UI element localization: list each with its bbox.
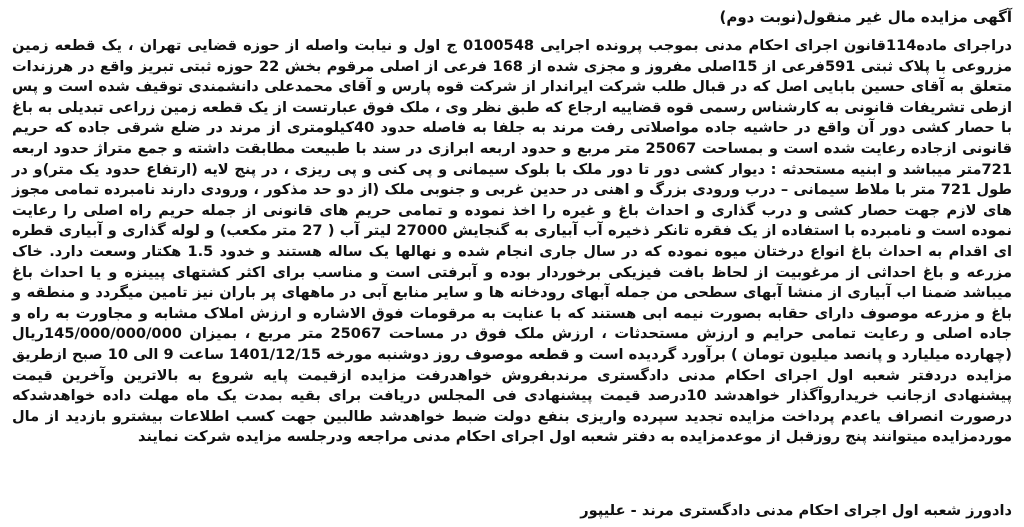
notice-signature: دادورز شعبه اول اجرای احکام مدنی دادگستری مرند - علیپور xyxy=(580,502,1012,519)
notice-title: آگهی مزایده مال غیر منقول(نوبت دوم) xyxy=(719,8,1012,26)
notice-body: دراجرای ماده114قانون اجرای احکام مدنی بموجب پرونده اجرایی 0100548 ج اول و نیابت واصله از حوزه قضایی تهران ، یک قطعه زمین مزروعی با پلاک ثبتی 591فرعی از 15اصلی مفروز و مجزی شده از 168 فرعی از اصلی مرقوم بخش 22 حوزه ثبتی تبریز واقع در هرزندات متعلق به آقای حسین بابایی اصل که در قبال طلب شرکت ایراندار از شرکت قوه پارس و آقای محمدعلی دانشمندی توقیف شده است و پس ازطی تشریفات قانونی به کارشناس رسمی قوه قضاییه ارجاع که طبق نظر وی ، ملک فوق عبارتست از یک قطعه زمین زراعی تبدیلی به باغ با حصار کشی دور آن واقع در حاشیه جاده مواصلاتی رفت مرند به جلفا به فاصله حدود 40کیلومتری از مرند در ضلع شرقی جاده که حریم قانونی ازجاده رعایت شده است و بمساحت 25067 متر مربع و حدود اربعه ابرازی در سند با طبیعت مطابقت داشته و جمع متراژ حدود اربعه 721متر میباشد و ابنیه مستحدثه : دیوار کشی دور تا دور ملک با بلوک سیمانی و پی کنی و پی ریزی ، در پنج لایه (ارتفاع حدود یک متر)و در طول 721 متر با ملاط سیمانی – درب ورودی بزرگ و اهنی در حدین غربی و جنوبی ملک (از دو حد مذکور ، ورودی دارند نامبرده تمامی مجوز های لازم جهت حصار کشی و درب گذاری و احداث باغ و غیره را اخذ نموده و تمامی حریم های قانونی از جمله حریم راه اصلی را رعایت نموده است و نامبرده با استفاده از یک فقره تانکر ذخیره آب آبیاری به گنجایش 27000 لیتر آب ( 27 متر مکعب) و لوله گذاری و آبیاری قطره ای اقدام به احداث باغ انواع درختان میوه نموده که در سال جاری انجام شده و نهالها یک ساله هستند و خدود 1.5 هکتار وسعت دارد. خاک مزرعه و باغ احداثی از مرغوبیت از لحاظ بافت فیزیکی برخوردار بوده و آبرفتی است و مناسب برای اکثر کشتهای پیینزه و یا احداث باغ میباشد ضمنا اب آبیاری از منشا آبهای سطحی من جمله آبهای رودخانه ها و سایر منابع آبی در ماههای پر باران نیز تامین میگردد و منطقه و باغ و مزرعه موصوف دارای حقابه بصورت نیمه ابی هستند که با عنایت به مرقومات فوق الاشاره و ارزش املاک مشابه و مجاورت به راه و جاده اصلی و رعایت تمامی حرایم و ارزش مستحدثات ، ارزش ملک فوق در مساحت 25067 متر مربع ، بمیزان 145/000/000/000ریال (چهارده میلیارد و پانصد میلیون تومان ) برآورد گردیده است و قطعه موصوف روز دوشنبه مورخه 1401/12/15 ساعت 9 الی 10 صبح ازطریق مزایده دردفتر شعبه اول اجرای احکام مدنی دادگستری مرندبفروش خواهدرفت مزایده ازقیمت پایه شروع به بالاترین وآخرین قیمت پیشنهادی ازجانب خریداروآگذار خواهدشد 10درصد قیمت پیشنهادی فی المجلس دریافت برای بقیه بمدت یک ماه مهلت داده خواهدشدکه درصورت انصراف یاعدم پرداخت مزایده تجدید سپرده واریزی بنفع دولت ضبط خواهدشد طالبین جهت کسب اطلاعات بیشترو بازدید از مال موردمزایده میتوانند پنج روزقبل از موعدمزایده به دفتر شعبه اول اجرای احکام مدنی مراجعه ودرجلسه مزایده شرکت نمایند xyxy=(12,37,1013,446)
